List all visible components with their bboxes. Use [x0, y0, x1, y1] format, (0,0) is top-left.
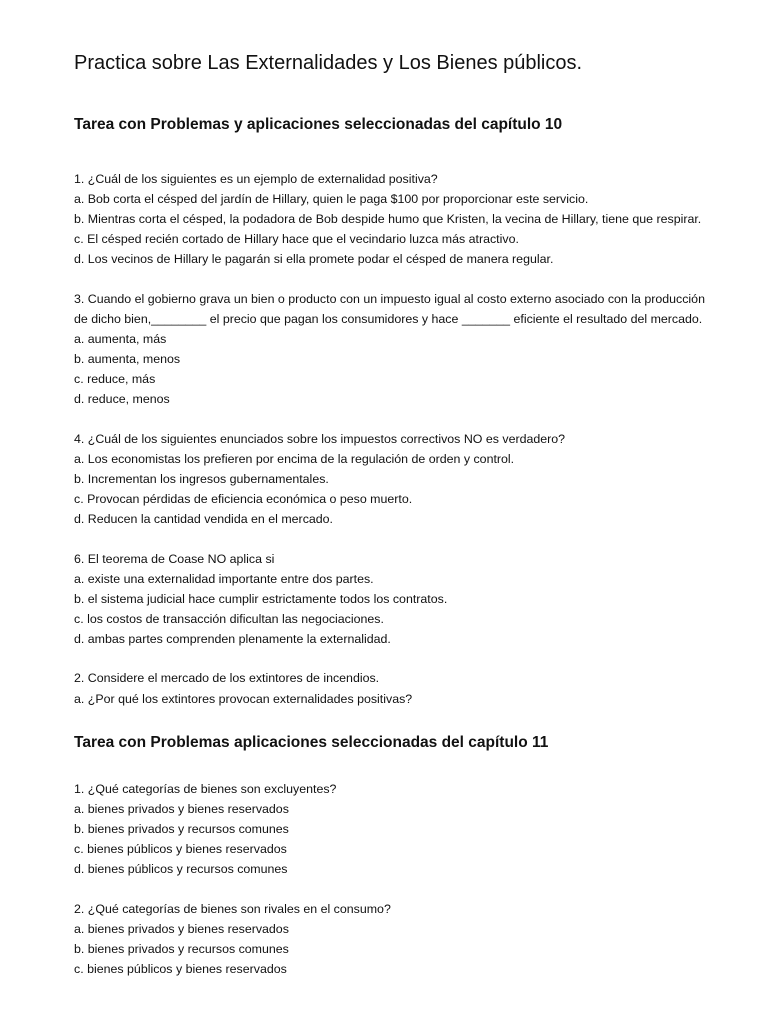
question-text: 6. El teorema de Coase NO aplica si — [74, 552, 275, 566]
answer-option: c. Provocan pérdidas de eficiencia económica o peso muerto. — [74, 492, 413, 506]
answer-option: c. reduce, más — [74, 372, 156, 386]
answer-option: d. reduce, menos — [74, 392, 170, 406]
section-heading-chapter-10: Tarea con Problemas y aplicaciones seleccionadas del capítulo 10 — [74, 116, 563, 133]
answer-option: c. bienes públicos y bienes reservados — [74, 962, 287, 976]
question-text: 2. Considere el mercado de los extintores de incendios. — [74, 671, 380, 685]
answer-option: a. bienes privados y bienes reservados — [74, 922, 289, 936]
answer-option: d. ambas partes comprenden plenamente la externalidad. — [74, 632, 391, 646]
question-text: 3. Cuando el gobierno grava un bien o producto con un impuesto igual al costo externo asociado con la producción — [74, 292, 705, 306]
question-text: 1. ¿Cuál de los siguientes es un ejemplo de externalidad positiva? — [74, 172, 438, 186]
answer-option: c. los costos de transacción dificultan las negociaciones. — [74, 612, 384, 626]
answer-option: a. bienes privados y bienes reservados — [74, 802, 289, 816]
answer-option: b. Mientras corta el césped, la podadora de Bob despide humo que Kristen, la vecina de Hillary, tiene que respirar. — [74, 212, 702, 226]
answer-option: d. Los vecinos de Hillary le pagarán si ella promete podar el césped de manera regular. — [74, 252, 554, 266]
answer-option: d. bienes públicos y recursos comunes — [74, 862, 288, 876]
question-text: 2. ¿Qué categorías de bienes son rivales en el consumo? — [74, 902, 391, 916]
answer-option: d. Reducen la cantidad vendida en el mercado. — [74, 512, 333, 526]
document-title: Practica sobre Las Externalidades y Los Bienes públicos. — [74, 52, 583, 74]
question-text: 1. ¿Qué categorías de bienes son excluyentes? — [74, 782, 337, 796]
answer-option: c. bienes públicos y bienes reservados — [74, 842, 287, 856]
question-text: 4. ¿Cuál de los siguientes enunciados sobre los impuestos correctivos NO es verdadero? — [74, 432, 566, 446]
answer-option: c. El césped recién cortado de Hillary hace que el vecindario luzca más atractivo. — [74, 232, 519, 246]
section-heading-chapter-11: Tarea con Problemas aplicaciones seleccionadas del capítulo 11 — [74, 734, 549, 751]
question-text: de dicho bien,________ el precio que pagan los consumidores y hace _______ eficiente el resultado del mercado. — [74, 312, 703, 326]
answer-option: b. el sistema judicial hace cumplir estrictamente todos los contratos. — [74, 592, 448, 606]
answer-option: b. aumenta, menos — [74, 352, 181, 366]
answer-option: b. Incrementan los ingresos gubernamentales. — [74, 472, 329, 486]
answer-option: a. Bob corta el césped del jardín de Hillary, quien le paga $100 por proporcionar este servicio. — [74, 192, 589, 206]
answer-option: a. aumenta, más — [74, 332, 167, 346]
question-text: a. ¿Por qué los extintores provocan externalidades positivas? — [74, 692, 413, 706]
answer-option: a. existe una externalidad importante entre dos partes. — [74, 572, 374, 586]
answer-option: a. Los economistas los prefieren por encima de la regulación de orden y control. — [74, 452, 515, 466]
answer-option: b. bienes privados y recursos comunes — [74, 822, 289, 836]
answer-option: b. bienes privados y recursos comunes — [74, 942, 289, 956]
